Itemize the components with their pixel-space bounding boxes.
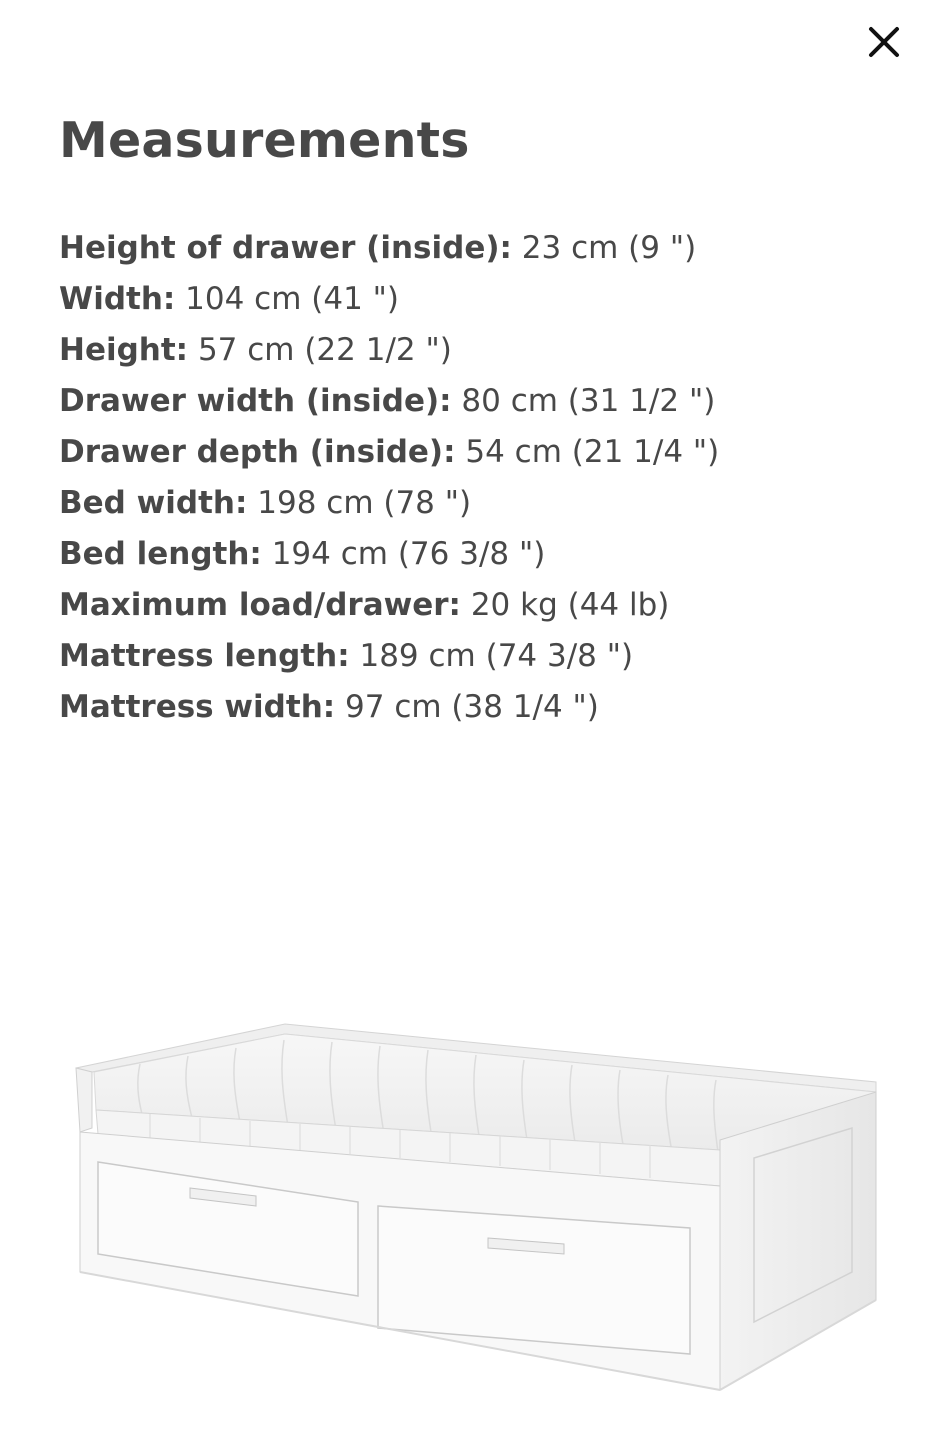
measurements-list [59,223,719,733]
measurement-label: Mattress width: [59,689,336,725]
measurement-label: Bed length: [59,536,262,572]
measurement-label: Mattress length: [59,638,350,674]
measurement-item [59,682,719,733]
close-button[interactable] [860,18,908,66]
measurement-value: 194 cm (76 3/8 ") [271,536,546,572]
measurement-item [59,427,719,478]
measurement-label: Maximum load/drawer: [59,587,461,623]
measurement-label: Height: [59,332,189,368]
measurement-label: Drawer width (inside): [59,383,452,419]
measurement-value: 189 cm (74 3/8 ") [359,638,634,674]
measurement-item [59,274,719,325]
measurement-value: 54 cm (21 1/4 ") [465,434,720,470]
measurement-item [59,376,719,427]
close-icon [866,24,902,60]
daybed-product-image [70,1010,882,1400]
measurement-value: 80 cm (31 1/2 ") [461,383,716,419]
measurement-label: Height of drawer (inside): [59,230,512,266]
measurement-item [59,529,719,580]
measurement-item [59,580,719,631]
measurement-item [59,223,719,274]
measurement-label: Width: [59,281,176,317]
page-title: Measurements [59,112,470,169]
measurement-value: 104 cm (41 ") [185,281,400,317]
measurement-value: 23 cm (9 ") [521,230,697,266]
measurement-item [59,325,719,376]
measurement-value: 97 cm (38 1/4 ") [345,689,599,725]
measurement-label: Drawer depth (inside): [59,434,456,470]
measurement-value: 57 cm (22 1/2 ") [197,332,452,368]
measurement-item [59,631,719,682]
measurement-value: 198 cm (78 ") [257,485,472,521]
measurement-item [59,478,719,529]
measurement-value: 20 kg (44 lb) [470,587,670,623]
measurement-label: Bed width: [59,485,248,521]
